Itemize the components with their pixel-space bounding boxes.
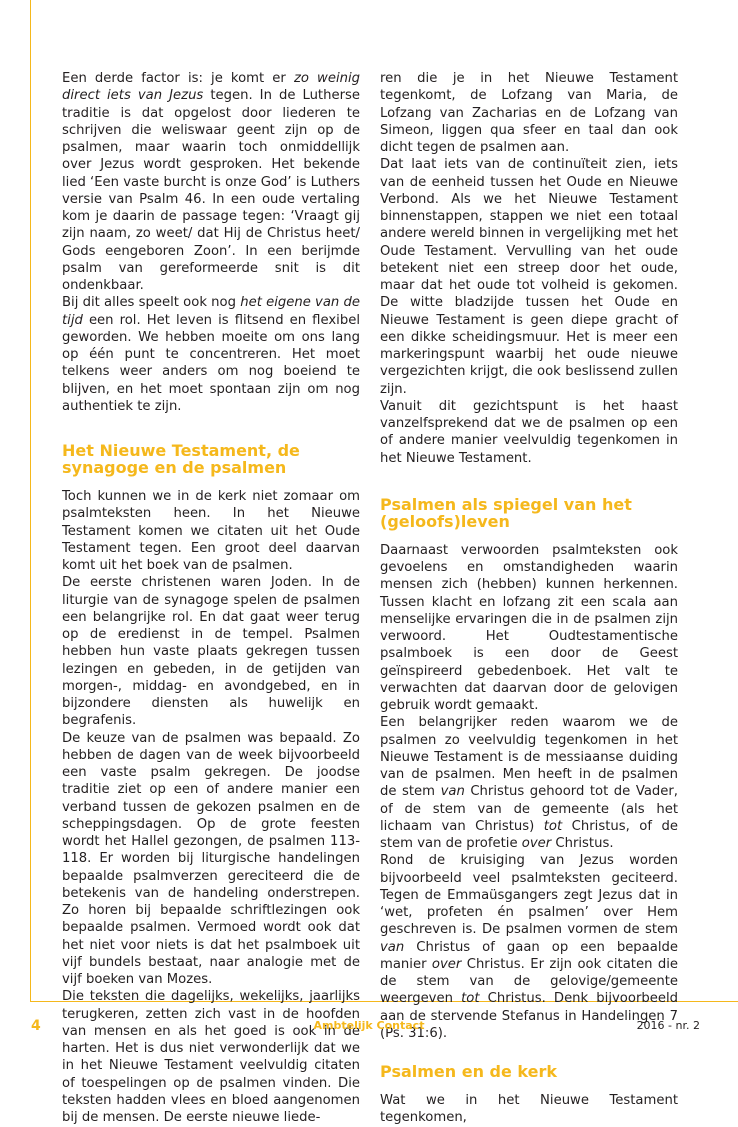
paragraph: De keuze van de psalmen was bepaald. Zo hebben de dagen van de week bijvoorbeeld een vaste psalm gekregen. De joodse traditie ziet op een of andere manier een verband tussen de gekozen psalmen en de scheppingsdagen. Op de grote feesten wordt het Hallel gezongen, de psalmen 113-118. Er worden bij liturgische handelingen bepaalde psalmverzen gereciteerd die de betekenis van de handeling onderstrepen. Zo horen bij bepaalde schriftlezingen ook bepaalde psalmen. Vermoed wordt ook dat het niet voor niets is dat het psalmboek uit vijf bundels bestaat, naar analogie met de vijf boeken van Mozes. (62, 730, 360, 987)
page-frame-left-rule (30, 0, 31, 1002)
paragraph: Een derde factor is: je komt er zo weinig direct iets van Jezus tegen. In de Lutherse traditie is dat opgelost door liederen te schrijven die weliswaar geent zijn op de psalmen, maar waarin toch onmiddellijk over Jezus wordt gesproken. Het bekende lied ‘Een vaste burcht is onze God’ is Luthers versie van Psalm 46. In een oude vertaling kom je daarin de passage tegen: ‘Vraagt gij zijn naam, zo weet/ dat Hij de Christus heet/ Gods eengeboren Zoon’. In een berijmde psalm van gereformeerde snit is dit ondenkbaar. (62, 71, 360, 293)
paragraph: De eerste christenen waren Joden. In de liturgie van de synagoge spelen de psalmen een belangrijke rol. En dat gaat weer terug op de eredienst in de tempel. Psalmen hebben hun vaste plaats gekregen tussen lezingen en gebeden, in de getijden van morgen-, middag- en avondgebed, en in bijzondere diensten als huwelijk en begrafenis. (62, 575, 360, 729)
paragraph: Toch kunnen we in de kerk niet zomaar om psalmteksten heen. In het Nieuwe Testament komen we citaten uit het Oude Testament tegen. Een groot deel daarvan komt uit het boek van de psalmen. (62, 489, 360, 573)
issue-label: 2016 - nr. 2 (636, 1019, 700, 1032)
paragraph: Vanuit dit gezichtspunt is het haast vanzelfsprekend dat we de psalmen op een of andere manier veelvuldig tegenkomen in het Nieuwe Testament. (380, 398, 678, 466)
section-heading: Het Nieuwe Testament, de synagoge en de psalmen (62, 441, 300, 477)
paragraph: Rond de kruisiging van Jezus worden bijvoorbeeld veel psalmteksten geciteerd. Tegen de Emmaüsgangers zegt Jezus dat in ‘wet, profeten én psalmen’ over Hem geschreven is. De psalmen vormen de stem van Christus of gaan op een bepaalde manier over Christus. Er zijn ook citaten die de stem van de gelovige/gemeente weergeven tot Christus. Denk bijvoorbeeld aan de stervende Stefanus in Handelingen 7 (Ps. 31:6). (380, 853, 679, 1041)
paragraph: Bij dit alles speelt ook nog het eigene van de tijd een rol. Het leven is flitsend en flexibel geworden. We hebben moeite om ons lang op één punt te concentreren. Het moet telkens weer anders om nog boeiend te blijven, en het moet spontaan zijn om nog authentiek te zijn. (62, 295, 361, 414)
paragraph: Die teksten die dagelijks, wekelijks, jaarlijks terugkeren, zetten zich vast in de hoofden van mensen en als het goed is ook in de harten. Het is dus niet verwonderlijk dat we in het Nieuwe Testament veelvuldig citaten of toespelingen op de psalmen vinden. Die teksten hadden vlees en bloed aangenomen bij de mensen. De eerste nieuwe liede- (62, 989, 360, 1125)
section-heading: Psalmen en de kerk (380, 1062, 558, 1081)
page-number: 4 (31, 1018, 41, 1034)
left-column (62, 70, 360, 1126)
magazine-title: Ambtelijk Contact (313, 1019, 425, 1032)
section-heading: Psalmen als spiegel van het (geloofs)leven (380, 494, 632, 531)
paragraph: Wat we in het Nieuwe Testament tegenkomen, (380, 1093, 678, 1126)
paragraph: ren die je in het Nieuwe Testament tegenkomt, de Lofzang van Maria, de Lofzang van Zacharias en de Lofzang van Simeon, liggen qua sfeer en taal dan ook dicht tegen de psalmen aan. (380, 71, 678, 155)
paragraph: Dat laat iets van de continuïteit zien, iets van de eenheid tussen het Oude en Nieuwe Verbond. Als we het Nieuwe Testament binnenstappen, stappen we niet een totaal andere wereld binnen in vergelijking met het Oude Testament. Vervulling van het oude betekent niet een streep door het oude, maar dat het oude tot volheid is gekomen. De witte bladzijde tussen het Oude en Nieuwe Testament is geen diepe gracht of een dikke scheidingsmuur. Het is meer een markeringspunt waarbij het oude nieuwe vergezichten krijgt, die ook beslissend zullen zijn. (380, 157, 678, 397)
page-footer (0, 1019, 738, 1035)
paragraph: Daarnaast verwoorden psalmteksten ook gevoelens en omstandigheden waarin mensen zich (hebben) kunnen herkennen. Tussen klacht en lofzang zit een scala aan menselijke ervaringen die in de psalmen zijn verwoord. Het Oudtestamentische psalmboek is een door de Geest geïnspireerd gebedenboek. Het valt te verwachten dat daarvan door de gelovigen gebruik wordt gemaakt. (380, 542, 678, 713)
right-column (380, 70, 678, 1127)
paragraph: Een belangrijker reden waarom we de psalmen zo veelvuldig tegenkomen in het Nieuwe Testament is de messiaanse duiding van de psalmen. Men heeft in de psalmen de stem van Christus gehoord tot de Vader, of de stem van de gemeente (als het lichaam van Christus) tot Christus, of de stem van de profetie over Christus. (380, 715, 679, 851)
